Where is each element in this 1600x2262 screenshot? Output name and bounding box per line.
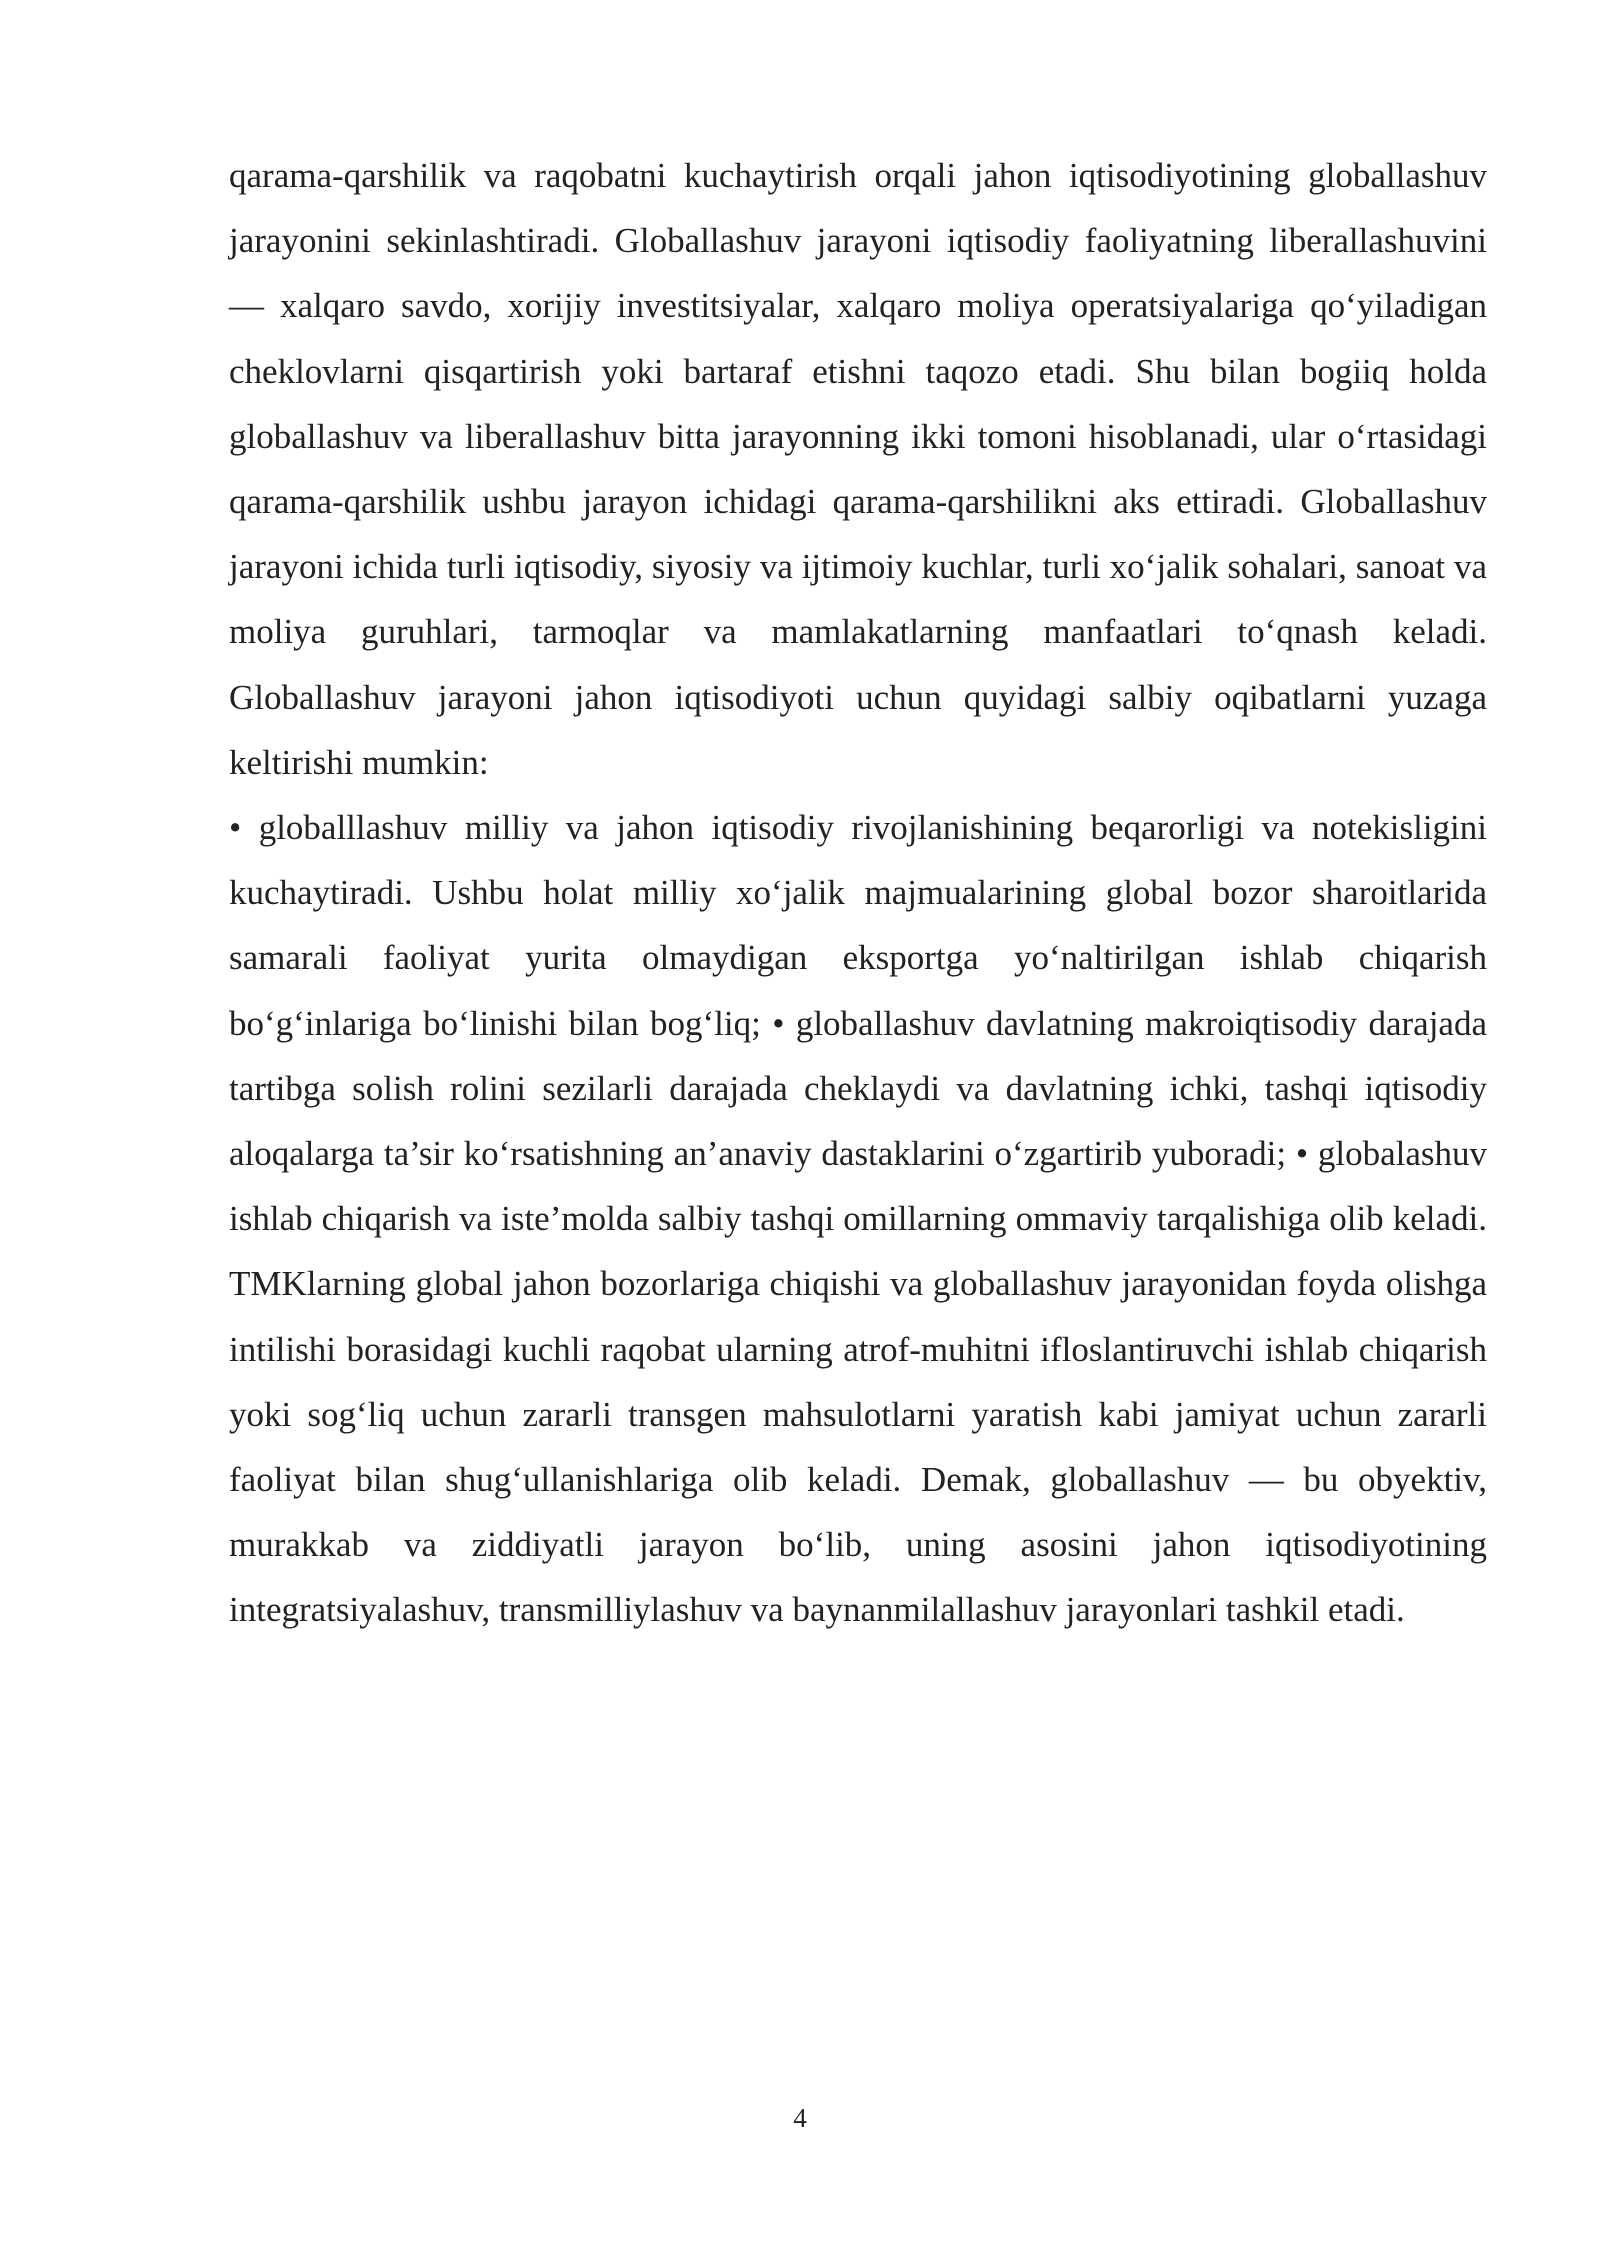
paragraph: • globalllashuv milliy va jahon iqtisodiy rivojlanishining beqarorligi va notekisligini kuchaytiradi. Ushbu holat milliy xo‘jalik majmualarining global bozor sharoitlarida samarali faoliyat yurita olmaydigan eksportga yo‘naltirilgan ishlab chiqarish bo‘g‘inlariga bo‘linishi bilan bog‘liq; • globallashuv davlatning makroiqtisodiy darajada tartibga solish rolini sezilarli darajada cheklaydi va davlatning ichki, tashqi iqtisodiy aloqalarga ta’sir ko‘rsatishning an’anaviy dastaklarini o‘zgartirib yuboradi; • globalashuv ishlab chiqarish va iste’molda salbiy tashqi omillarning ommaviy tarqalishiga olib keladi. TMKlarning global jahon bozorlariga chiqishi va globallashuv jarayonidan foyda olishga intilishi borasidagi kuchli raqobat ularning atrof-muhitni ifloslantiruvchi ishlab chiqarish yoki sog‘liq uchun zararli transgen mahsulotlarni yaratish kabi jamiyat uchun zararli faoliyat bilan shug‘ullanishlariga olib keladi. Demak, globallashuv — bu obyektiv, murakkab va ziddiyatli jarayon bo‘lib, uning asosini jahon iqtisodiyotining integratsiyalashuv, transmilliylashuv va baynanmilallashuv jarayonlari tashkil etadi. xyxy=(229,808,1487,1630)
page-number: 4 xyxy=(793,2103,807,2133)
body-text xyxy=(229,143,1487,1643)
paragraph: qarama-qarshilik va raqobatni kuchaytirish orqali jahon iqtisodiyotining globallashuv jarayonini sekinlashtiradi. Globallashuv jarayoni iqtisodiy faoliyatning liberallashuvini — xalqaro savdo, xorijiy investitsiyalar, xalqaro moliya operatsiyalariga qo‘yiladigan cheklovlarni qisqartirish yoki bartaraf etishni taqozo etadi. Shu bilan bogiiq holda globallashuv va liberallashuv bitta jarayonning ikki tomoni hisoblanadi, ular o‘rtasidagi qarama-qarshilik ushbu jarayon ichidagi qarama-qarshilikni aks ettiradi. Globallashuv jarayoni ichida turli iqtisodiy, siyosiy va ijtimoiy kuchlar, turli xo‘jalik sohalari, sanoat va moliya guruhlari, tarmoqlar va mamlakatlarning manfaatlari to‘qnash keladi. Globallashuv jarayoni jahon iqtisodiyoti uchun quyidagi salbiy oqibatlarni yuzaga keltirishi mumkin: xyxy=(229,156,1487,782)
